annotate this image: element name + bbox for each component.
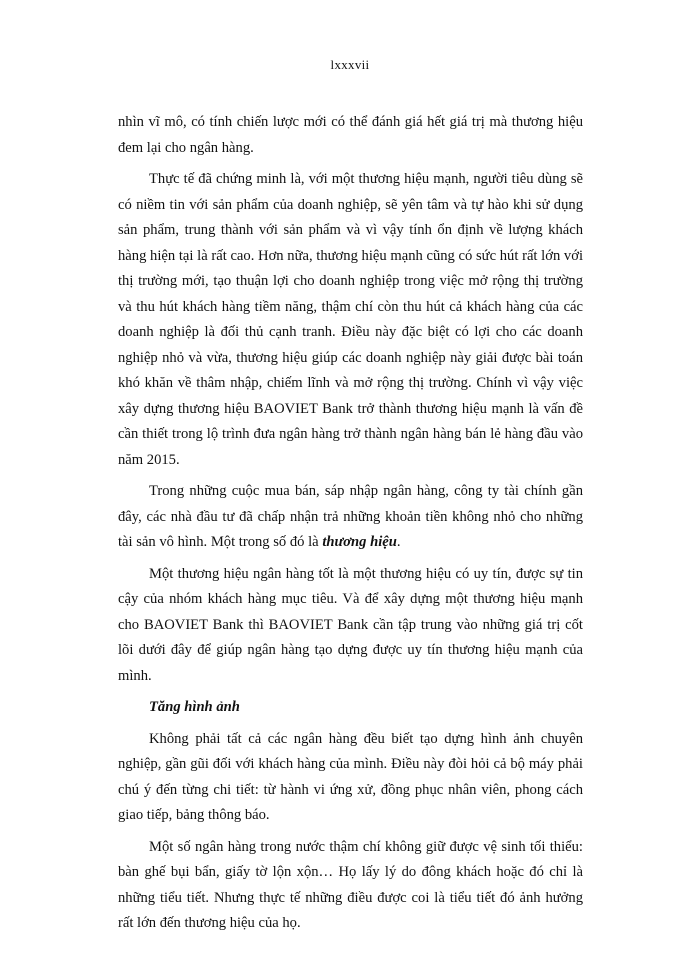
paragraph-mergers-acquisitions — [118, 479, 583, 556]
section-heading: Tăng hình ảnh — [149, 699, 240, 715]
paragraph-text-end: . — [396, 534, 401, 550]
paragraph-good-bank-brand: Một thương hiệu ngân hàng tốt là một thương hiệu có uy tín, được sự tin cậy của nhóm khách hàng mục tiêu. Và để xây dựng một thương hiệu mạnh cho BAOVIET Bank thì BAOVIET Bank cần tập trung vào những giá trị cốt lõi dưới đây để giúp ngân hàng tạo dựng được uy tín thương hiệu mạnh của mình. — [118, 565, 583, 684]
paragraph-professional-image: Không phải tất cả các ngân hàng đều biết tạo dựng hình ảnh chuyên nghiệp, gần gũi đối với khách hàng của mình. Điều này đòi hỏi cả bộ máy phải chú ý đến từng chi tiết: từ hành vi ứng xử, đồng phục nhân viên, phong cách giao tiếp, bảng thông báo. — [118, 730, 583, 823]
paragraph-intro-continuation: nhìn vĩ mô, có tính chiến lược mới có thể đánh giá hết giá trị mà thương hiệu đem lại cho ngân hàng. — [118, 114, 583, 156]
paragraph-text: Trong những cuộc mua bán, sáp nhập ngân hàng, công ty tài chính gần đây, các nhà đầu tư đã chấp nhận trả những khoản tiền không nhỏ cho những tài sản vô hình. Một trong số đó là — [118, 483, 583, 550]
page-number: lxxxvii — [330, 57, 370, 72]
paragraph-strong-brand-benefits: Thực tế đã chứng minh là, với một thương hiệu mạnh, người tiêu dùng sẽ có niềm tin với sản phẩm của doanh nghiệp, sẽ yên tâm và tự hào khi sử dụng sản phẩm, trung thành với sản phẩm và vì vậy tính ổn định về lượng khách hàng hiện tại là rất cao. Hơn nữa, thương hiệu mạnh cũng có sức hút rất lớn với thị trường mới, tạo thuận lợi cho doanh nghiệp trong việc mở rộng thị trường và thu hút khách hàng tiềm năng, thậm chí còn thu hút cả khách hàng của các doanh nghiệp là đối thủ cạnh tranh. Điều này đặc biệt có lợi cho các doanh nghiệp nhỏ và vừa, thương hiệu giúp các doanh nghiệp này giải được bài toán khó khăn về thâm nhập, chiếm lĩnh và mở rộng thị trường. Chính vì vậy việc xây dựng thương hiệu BAOVIET Bank trở thành thương hiệu mạnh là vấn đề cần thiết trong lộ trình đưa ngân hàng trở thành ngân hàng bán lẻ hàng đầu vào năm 2015. — [118, 171, 583, 468]
paragraph-hygiene-details: Một số ngân hàng trong nước thậm chí không giữ được vệ sinh tối thiểu: bàn ghế bụi bẩn, giấy tờ lộn xộn… Họ lấy lý do đông khách hoặc đó chỉ là những tiểu tiết. Nhưng thực tế những điều được coi là tiểu tiết đó ảnh hưởng rất lớn đến thương hiệu của họ. — [118, 838, 583, 931]
emphasis-brand: thương hiệu — [322, 534, 397, 550]
body-text — [118, 110, 583, 937]
